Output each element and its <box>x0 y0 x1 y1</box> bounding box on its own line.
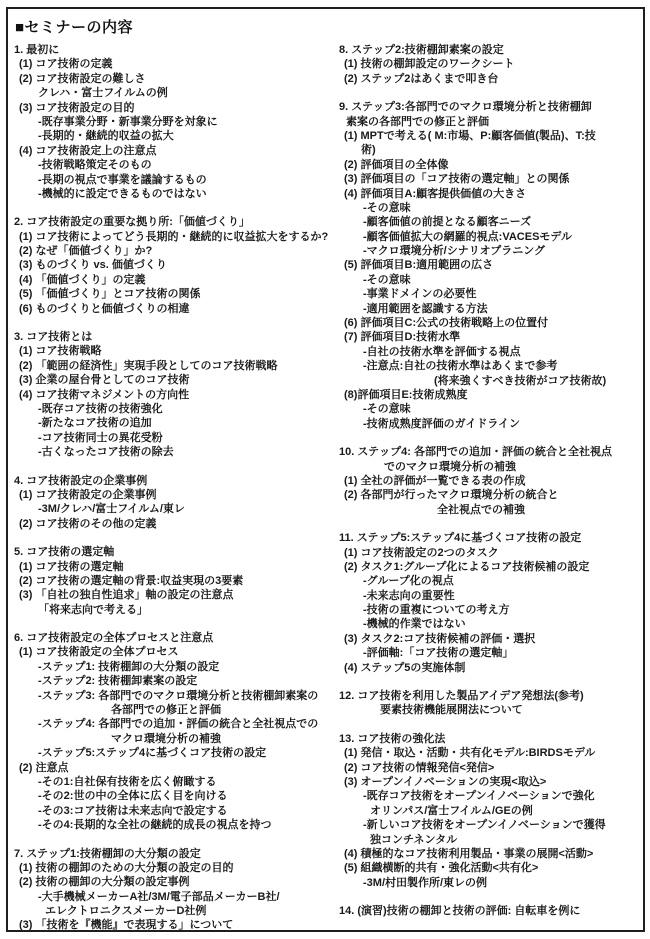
toc-line: -ステップ2: 技術棚卸素案の設定 <box>38 675 198 688</box>
toc-line: (3) 企業の屋台骨としてのコア技術 <box>19 374 190 387</box>
toc-line: -その4:長期的な全社の継続的成長の視点を持つ <box>38 819 272 832</box>
toc-line: (7) 評価項目D:技術水準 <box>344 331 461 344</box>
toc-section <box>339 100 641 431</box>
toc-line: (1) コア技術設定の2つのタスク <box>344 546 499 559</box>
toc-line: -技術の重複についての考え方 <box>363 604 510 617</box>
toc-line: (3) 評価項目の「コア技術の選定軸」との関係 <box>344 173 570 186</box>
toc-line: 1. 最初に <box>14 44 60 56</box>
toc-line: -3M/村田製作所/東レの例 <box>363 876 488 889</box>
toc-line: -事業ドメインの必要性 <box>363 288 477 301</box>
toc-line: (1) 全社の評価が一覧できる表の作成 <box>344 474 526 487</box>
toc-line: (3) コア技術設定の目的 <box>19 101 135 114</box>
toc-line: 11. ステップ5:ステップ4に基づくコア技術の設定 <box>339 532 582 545</box>
toc-line: -機械的に設定できるものではない <box>38 187 207 200</box>
toc-section <box>14 215 339 316</box>
toc-line: 4. コア技術設定の企業事例 <box>14 474 148 487</box>
toc-line: (3) 「技術を『機能』で表現する」について <box>19 919 234 932</box>
toc-line: (1) コア技術の選定軸 <box>19 560 124 573</box>
toc-line: -顧客価値の前提となる顧客ニーズ <box>363 216 532 229</box>
toc-line: (1) コア技術設定の企業事例 <box>19 488 157 501</box>
toc-line: -長期の視点で事業を議論するもの <box>38 173 207 186</box>
toc-line: -既存コア技術をオープンイノベーションで強化 <box>363 790 595 803</box>
toc-line: (1) コア技術設定の全体プロセス <box>19 646 179 659</box>
toc-line: 13. コア技術の強化法 <box>339 732 446 745</box>
toc-line: -技術戦略策定そのもの <box>38 159 152 172</box>
toc-line: -長期的・継続的収益の拡大 <box>38 130 174 143</box>
toc-line: -既存事業分野・新事業分野を対象に <box>38 115 218 128</box>
page-border <box>6 7 645 932</box>
toc-line: -注意点:自社の技術水準はあくまで参考 <box>363 360 558 373</box>
toc-line: (3) タスク2:コア技術候補の評価・選択 <box>344 632 536 645</box>
toc-line: 5. コア技術の選定軸 <box>14 546 115 559</box>
toc-line: (1) コア技術によってどう長期的・継続的に収益拡大をするか? <box>19 230 329 243</box>
toc-line: -その3:コア技術は未来志向で設定する <box>38 804 228 817</box>
toc-line: 各部門での修正と評価 <box>111 704 221 717</box>
toc-line: (3) 「自社の独自性追求」軸の設定の注意点 <box>19 589 234 602</box>
toc-line: エレクトロニクスメーカーD社例 <box>45 905 207 918</box>
toc-line: 12. コア技術を利用した製品アイデア発想法(参考) <box>339 690 584 703</box>
toc-line: オリンパス/富士フイルム/GEの例 <box>370 804 533 817</box>
toc-line: -新しいコア技術をオープンイノベーションで獲得 <box>363 819 606 832</box>
toc-column-left <box>14 43 339 932</box>
toc-line: (3) ものづくり vs. 価値づくり <box>19 259 167 272</box>
toc-section <box>14 330 339 460</box>
toc-section <box>14 631 339 832</box>
toc-line: マクロ環境分析の補強 <box>111 732 221 745</box>
toc-line: 全社視点での補強 <box>437 503 525 516</box>
toc-line: (2) タスク1:グループ化によるコア技術候補の設定 <box>344 560 590 573</box>
toc-line: (2) なぜ「価値づくり」か? <box>19 245 153 258</box>
toc-line: -その意味 <box>363 403 411 416</box>
toc-line: 10. ステップ4: 各部門での追加・評価の統合と全社視点 <box>339 446 612 459</box>
toc-section <box>339 43 641 86</box>
toc-line: (将来強くすべき技術がコア技術故) <box>434 374 607 387</box>
toc-line: (5) 「価値づくり」とコア技術の関係 <box>19 288 201 301</box>
toc-line: -顧客価値拡大の網羅的視点:VACESモデル <box>363 230 572 243</box>
toc-line: -コア技術同士の異花受粉 <box>38 431 163 444</box>
toc-line: (1) コア技術戦略 <box>19 345 102 358</box>
toc-line: -大手機械メーカーA社/3M/電子部品メーカーB社/ <box>38 890 280 903</box>
toc-line: (2) コア技術設定の難しさ <box>19 72 146 85</box>
toc-line: (6) 評価項目C:公式の技術戦略上の位置付 <box>344 317 549 330</box>
toc-section <box>339 732 641 890</box>
toc-line: (5) 組織横断的共有・強化活動<共有化> <box>344 862 539 875</box>
toc-section <box>339 689 641 718</box>
toc-line: (2) コア技術の選定軸の背景:収益実現の3要素 <box>19 574 244 587</box>
toc-line: 要素技術機能展開法について <box>380 704 523 717</box>
toc-line: 14. (演習)技術の棚卸と技術の評価: 自転車を例に <box>339 905 581 918</box>
toc-section <box>339 531 641 675</box>
toc-line: -マクロ環境分析/シナリオプラニング <box>363 245 546 258</box>
toc-line: -ステップ1: 技術棚卸の大分類の設定 <box>38 660 220 673</box>
toc-line: (4) コア技術設定上の注意点 <box>19 144 157 157</box>
toc-line: (2) 技術の棚卸の大分類の設定事例 <box>19 876 190 889</box>
toc-line: (2) コア技術のその他の定義 <box>19 517 157 530</box>
toc-line: -未来志向の重要性 <box>363 589 455 602</box>
toc-line: (1) 技術の棚卸設定のワークシート <box>344 58 515 71</box>
toc-line: (4) 評価項目A:顧客提供価値の大きさ <box>344 187 527 200</box>
toc-line: 6. コア技術設定の全体プロセスと注意点 <box>14 632 214 645</box>
toc-line: (4) コア技術マネジメントの方向性 <box>19 388 190 401</box>
toc-line: (6) ものづくりと価値づくりの相違 <box>19 302 190 315</box>
toc-line: (5) 評価項目B:適用範囲の広さ <box>344 259 494 272</box>
toc-section <box>14 474 339 532</box>
toc-line: (8)評価項目E:技術成熟度 <box>344 388 468 401</box>
toc-section <box>14 545 339 617</box>
toc-line: -新たなコア技術の追加 <box>38 417 152 430</box>
toc-line: -既存コア技術の技術強化 <box>38 402 163 415</box>
page-title: ■セミナーの内容 <box>15 19 134 36</box>
toc-line: 3. コア技術とは <box>14 331 93 344</box>
toc-line: -その意味 <box>363 273 411 286</box>
toc-column-right <box>339 43 641 918</box>
toc-line: -ステップ5:ステップ4に基づくコア技術の設定 <box>38 747 267 760</box>
toc-line: -自社の技術水準を評価する視点 <box>363 345 521 358</box>
toc-line: -その2:世の中の全体に広く目を向ける <box>38 790 228 803</box>
toc-line: -ステップ3: 各部門でのマクロ環境分析と技術棚卸素案の <box>38 689 319 702</box>
toc-section <box>14 847 339 932</box>
toc-line: -グループ化の視点 <box>363 575 454 588</box>
toc-line: (4) ステップ5の実施体制 <box>344 661 466 674</box>
toc-line: (1) コア技術の定義 <box>19 58 113 71</box>
toc-line: (1) 技術の棚卸のための大分類の設定の目的 <box>19 861 234 874</box>
toc-line: (2) コア技術の情報発信<発信> <box>344 761 495 774</box>
toc-line: 「将来志向で考える」 <box>38 603 148 616</box>
toc-line: (1) MPTで考える( M:市場、P:顧客価値(製品)、T:技 <box>344 129 596 142</box>
toc-line: 7. ステップ1:技術棚卸の大分類の設定 <box>14 847 201 860</box>
toc-line: 8. ステップ2:技術棚卸素案の設定 <box>339 44 504 56</box>
toc-line: -古くなったコア技術の除去 <box>38 446 174 459</box>
toc-line: -3M/クレハ/富士フイルム/東レ <box>38 503 185 516</box>
toc-line: -その1:自社保有技術を広く俯瞰する <box>38 775 217 788</box>
toc-line: (4) 積極的なコア技術利用製品・事業の展開<活動> <box>344 847 594 860</box>
toc-line: (2) 各部門が行ったマクロ環境分析の統合と <box>344 489 559 502</box>
toc-line: (2) ステップ2はあくまで叩き台 <box>344 72 499 85</box>
toc-line: クレハ・富士フイルムの例 <box>38 87 168 100</box>
toc-line: (3) オープンイノベーションの実現<取込> <box>344 775 547 788</box>
toc-line: 独コンチネンタル <box>370 833 458 846</box>
toc-line: -その意味 <box>363 201 411 214</box>
toc-line: -技術成熟度評価のガイドライン <box>363 417 521 430</box>
toc-line: (4) 「価値づくり」の定義 <box>19 273 146 286</box>
toc-line: -評価軸:「コア技術の選定軸」 <box>363 647 514 660</box>
toc-line: -ステップ4: 各部門での追加・評価の統合と全社視点での <box>38 718 319 731</box>
toc-line: (2) 注意点 <box>19 761 69 774</box>
toc-line: (2) 「範囲の経済性」実現手段としてのコア技術戦略 <box>19 359 278 372</box>
toc-line: -機械的作業ではない <box>363 618 466 631</box>
toc-line: 9. ステップ3:各部門でのマクロ環境分析と技術棚卸 <box>339 101 592 114</box>
toc-line: 2. コア技術設定の重要な拠り所:「価値づくり」 <box>14 216 250 229</box>
toc-section <box>339 904 641 918</box>
toc-line: 素案の各部門での修正と評価 <box>346 115 489 128</box>
toc-line: (1) 発信・取込・活動・共有化モデル:BIRDSモデル <box>344 747 596 760</box>
toc-line: でのマクロ環境分析の補強 <box>384 460 516 473</box>
toc-section <box>14 43 339 201</box>
toc-section <box>339 445 641 517</box>
toc-line: 術) <box>361 144 376 157</box>
toc-line: (2) 評価項目の全体像 <box>344 158 449 171</box>
toc-line: -適用範囲を認識する方法 <box>363 302 488 315</box>
toc-columns <box>14 43 641 932</box>
